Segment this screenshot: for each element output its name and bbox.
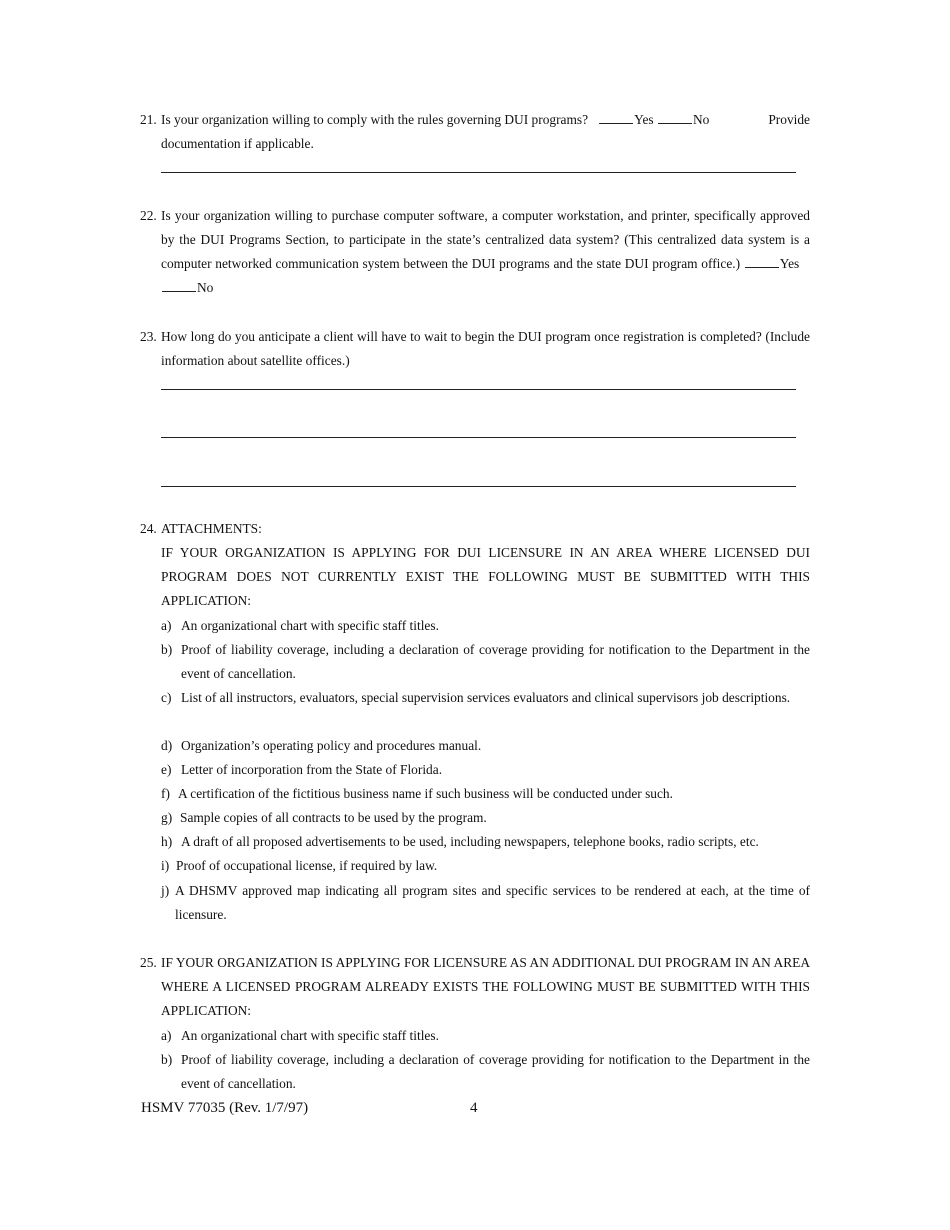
question-number: 21. — [140, 112, 157, 127]
question-22 — [140, 204, 810, 300]
list-item: b) Proof of liability coverage, including a declaration of coverage providing for notification to the Department in the event of cancellation. — [161, 642, 810, 681]
question-continuation: documentation if applicable. — [161, 136, 314, 151]
list-item: g) Sample copies of all contracts to be used by the program. — [161, 810, 487, 825]
list-item: a) An organizational chart with specific staff titles. — [161, 1028, 439, 1043]
list-item: c) List of all instructors, evaluators, special supervision services evaluators and clinical supervisors job descriptions. — [161, 690, 791, 705]
question-23 — [140, 325, 810, 373]
form-footer: HSMV 77035 (Rev. 1/7/97) — [141, 1100, 309, 1116]
question-number: 23. — [140, 329, 157, 344]
yes-blank[interactable] — [745, 255, 779, 268]
no-blank[interactable] — [162, 279, 196, 292]
list-item: e) Letter of incorporation from the State of Florida. — [161, 762, 443, 777]
answer-line[interactable] — [161, 486, 796, 487]
section-intro: IF YOUR ORGANIZATION IS APPLYING FOR DUI LICENSURE IN AN AREA WHERE LICENSED DUI PROGRAM DOES NOT CURRENTLY EXIST THE FOLLOWING MUST BE SUBMITTED WITH THIS APPLICATION: — [161, 545, 810, 608]
question-number: 22. — [140, 208, 157, 223]
section-intro: IF YOUR ORGANIZATION IS APPLYING FOR LICENSURE AS AN ADDITIONAL DUI PROGRAM IN AN AREA WHERE A LICENSED PROGRAM ALREADY EXISTS THE FOLLOWING MUST BE SUBMITTED WITH THIS APPLICATION: — [161, 955, 810, 1018]
answer-line[interactable] — [161, 389, 796, 390]
no-blank[interactable] — [658, 111, 692, 124]
answer-line[interactable] — [161, 437, 796, 438]
yes-blank[interactable] — [599, 111, 633, 124]
question-number: 24. — [140, 521, 157, 536]
list-item: j) A DHSMV approved map indicating all program sites and specific services to be rendered at each, at the time of licensure. — [161, 883, 810, 922]
list-item: a) An organizational chart with specific staff titles. — [161, 618, 439, 633]
list-item: h) A draft of all proposed advertisements to be used, including newspapers, telephone books, radio scripts, etc. — [161, 834, 759, 849]
section-heading: ATTACHMENTS: — [161, 521, 262, 536]
question-21 — [140, 108, 810, 156]
page-number: 4 — [470, 1100, 478, 1116]
question-text: Is your organization willing to comply with the rules governing DUI programs? — [161, 112, 589, 127]
question-25 — [140, 951, 810, 1023]
no-option: No — [692, 112, 710, 127]
yes-option: Yes — [779, 256, 800, 271]
question-text: How long do you anticipate a client will have to wait to begin the DUI program once registration is completed? (Include information about satellite offices.) — [161, 329, 810, 368]
list-item: f) A certification of the fictitious business name if such business will be conducted under such. — [161, 786, 673, 801]
list-item: b) Proof of liability coverage, including a declaration of coverage providing for notification to the Department in the event of cancellation. — [161, 1052, 810, 1091]
question-text: Is your organization willing to purchase computer software, a computer workstation, and printer, specifically approved by the DUI Programs Section, to participate in the state’s centralized data system? (This centralized data system is a computer networked communication system between the DUI programs and the state DUI program office.) — [161, 208, 810, 271]
list-item: i) Proof of occupational license, if required by law. — [161, 858, 438, 873]
question-24 — [140, 517, 810, 613]
yes-option: Yes — [634, 112, 654, 127]
question-number: 25. — [140, 955, 157, 970]
answer-line[interactable] — [161, 172, 796, 173]
no-option: No — [197, 280, 214, 295]
list-item: d) Organization’s operating policy and procedures manual. — [161, 738, 482, 753]
provide-label: Provide — [768, 112, 810, 127]
